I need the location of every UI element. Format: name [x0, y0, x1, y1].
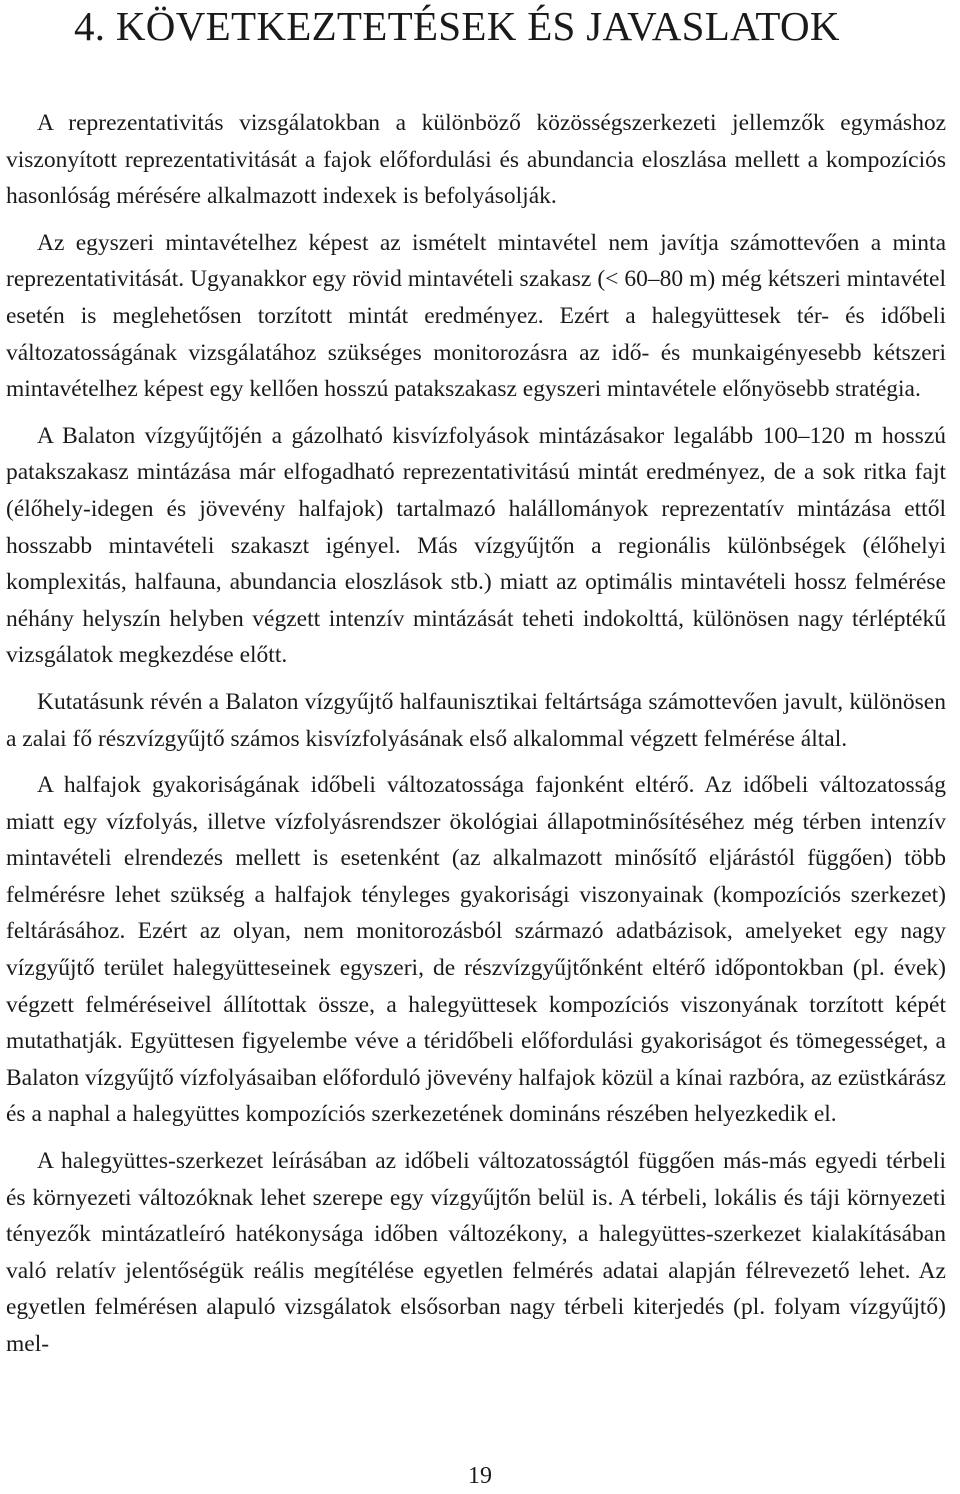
paragraph: A halfajok gyakoriságának időbeli változatossága fajonként eltérő. Az időbeli változatosság miatt egy vízfolyás, illetve vízfolyásrendszer ökológiai állapotminősítéséhez még térben intenzív mintavételi elrendezés mellett is esetenként (az alkalmazott minősítő eljárástól függően) több felmérésre lehet szükség a halfajok tényleges gyakorisági viszonyainak (kompozíciós szerkezet) feltárásához. Ezért az olyan, nem monitorozásból származó adatbázisok, amelyeket egy nagy vízgyűjtő terület halegyütteseinek egyszeri, de részvízgyűjtőnként eltérő időpontokban (pl. évek) végzett felméréseivel állítottak össze, a halegyüttesek kompozíciós viszonyának torzított képét mutathatják. Együttesen figyelembe véve a téridőbeli előfordulási gyakoriságot és tömegességet, a Balaton vízgyűjtő vízfolyásaiban előforduló jövevény halfajok közül a kínai razbóra, az ezüstkárász és a naphal a halegyüttes kompozíciós szerkezetének domináns részében helyezkedik el. [6, 772, 946, 1128]
chapter-title: 4. KÖVETKEZTETÉSEK ÉS JAVASLATOK [74, 3, 840, 49]
body-text [6, 105, 946, 1373]
paragraph: A reprezentativitás vizsgálatokban a különböző közösségszerkezeti jellemzők egymáshoz viszonyított reprezentativitását a fajok előfordulási és abundancia eloszlása mellett a kompozíciós hasonlóság mérésére alkalmazott indexek is befolyásolják. [6, 110, 946, 210]
paragraph: A halegyüttes-szerkezet leírásában az időbeli változatosságtól függően más-más egyedi térbeli és környezeti változóknak lehet szerepe egy vízgyűjtőn belül is. A térbeli, lokális és táji környezeti tényezők mintázatleíró hatékonysága időben változékony, a halegyüttes-szerkezet kialakításában való relatív jelentőségük reális megítélése egyetlen felmérés adatai alapján félrevezető lehet. Az egyetlen felmérésen alapuló vizsgálatok elsősorban nagy térbeli kiterjedés (pl. folyam vízgyűjtő) mel- [6, 1148, 946, 1357]
paragraph: A Balaton vízgyűjtőjén a gázolható kisvízfolyások mintázásakor legalább 100–120 m hosszú patakszakasz mintázása már elfogadható reprezentativitású mintát eredményez, de a sok ritka fajt (élőhely-idegen és jövevény halfajok) tartalmazó halállományok reprezentatív mintázása ettől hosszabb mintavételi szakaszt igényel. Más vízgyűjtőn a regionális különbségek (élőhelyi komplexitás, halfauna, abundancia eloszlások stb.) miatt az optimális mintavételi hossz felmérése néhány helyszín helyben végzett intenzív mintázását teheti indokolttá, különösen nagy térléptékű vizsgálatok megkezdése előtt. [6, 422, 946, 669]
paragraph: Az egyszeri mintavételhez képest az ismételt mintavétel nem javítja számottevően a minta reprezentativitását. Ugyanakkor egy rövid mintavételi szakasz (< 60–80 m) még kétszeri mintavétel esetén is meglehetősen torzított mintát eredményez. Ezért a halegyüttesek tér- és időbeli változatosságának vizsgálatához szükséges monitorozásra az idő- és munkaigényesebb kétszeri mintavételhez képest egy kellően hosszú patakszakasz egyszeri mintavétele előnyösebb stratégia. [6, 229, 946, 403]
page-number: 19 [468, 1463, 492, 1489]
paragraph: Kutatásunk révén a Balaton vízgyűjtő halfaunisztikai feltártsága számottevően javult, különösen a zalai fő részvízgyűjtő számos kisvízfolyásának első alkalommal végzett felmérése által. [6, 688, 946, 752]
